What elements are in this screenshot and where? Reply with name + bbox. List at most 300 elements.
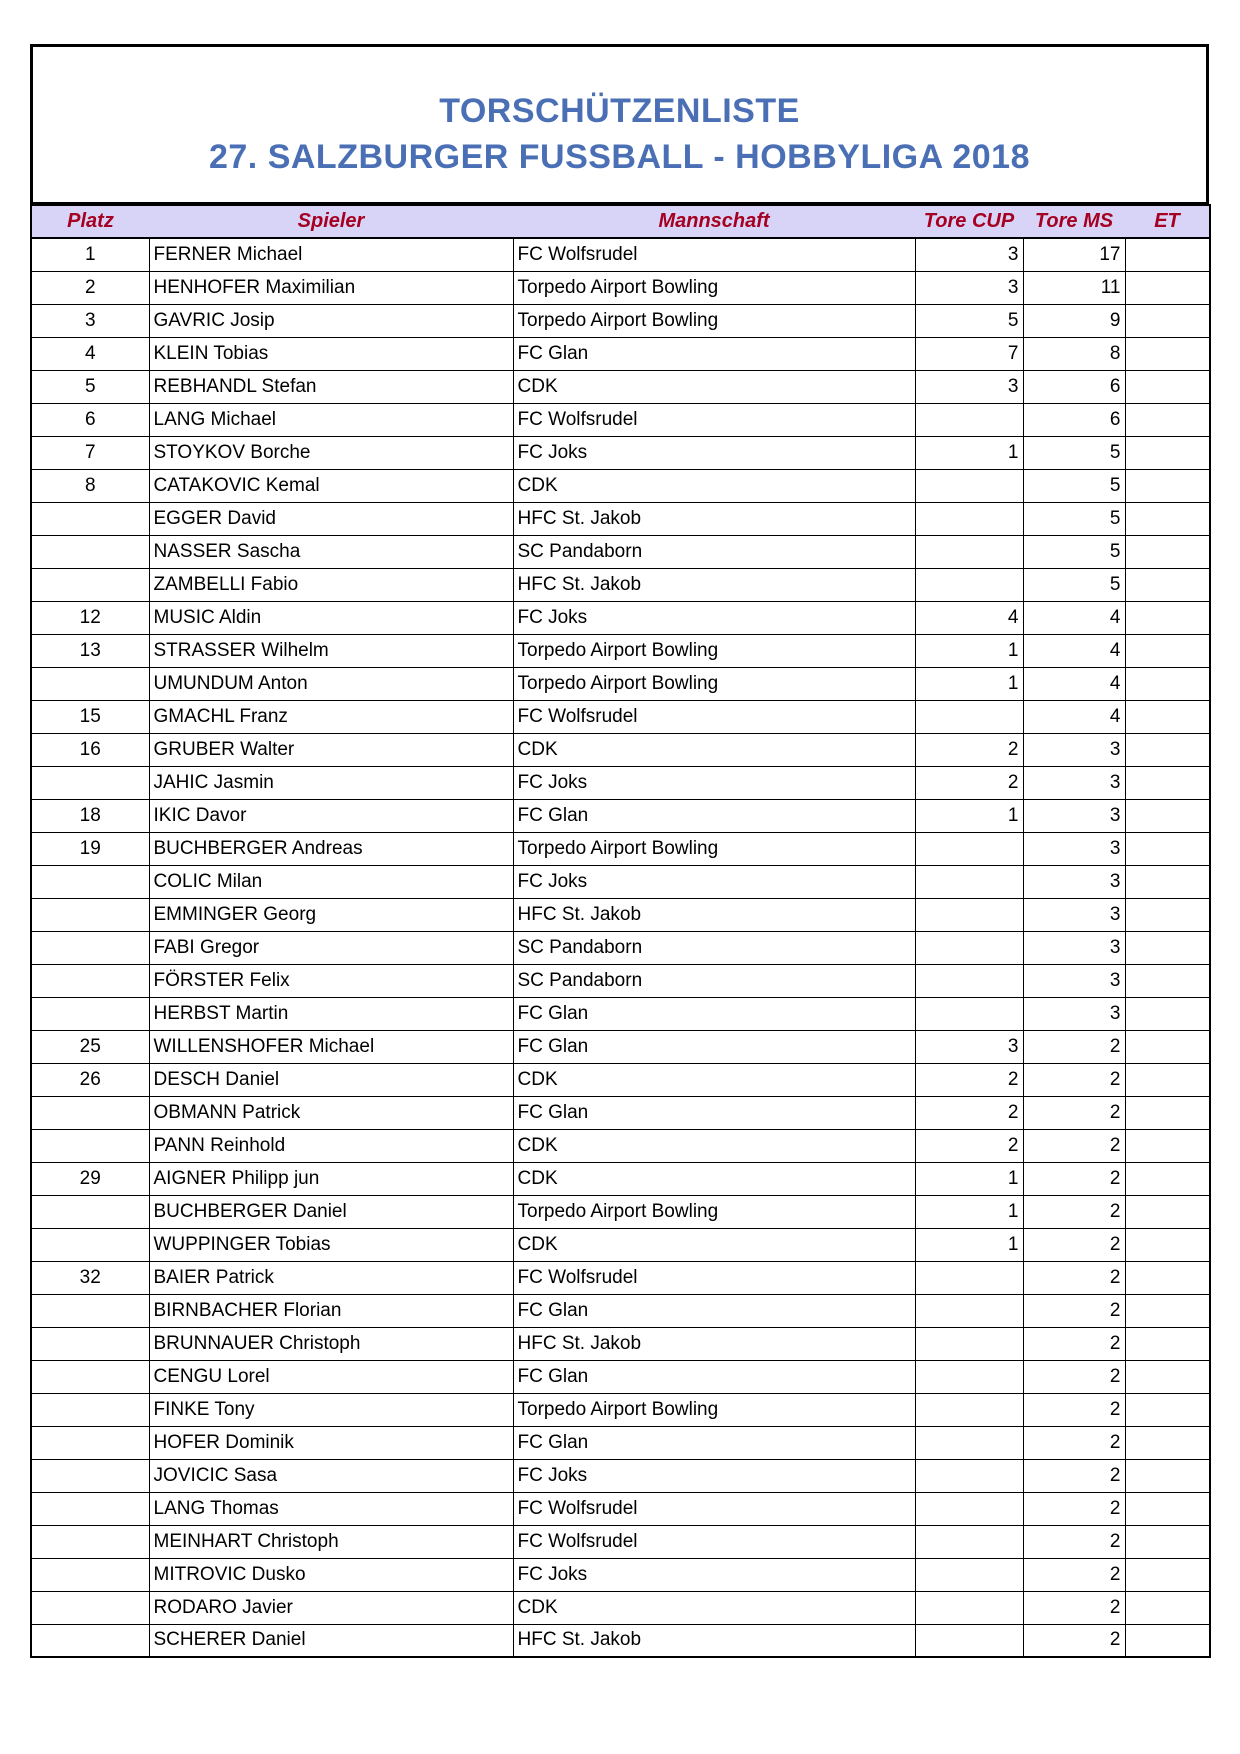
spieler-cell: SCHERER Daniel <box>149 1624 513 1657</box>
table-row <box>31 1492 1210 1525</box>
mannschaft-cell: Torpedo Airport Bowling <box>513 1393 915 1426</box>
et-cell <box>1125 733 1210 766</box>
table-row <box>31 1393 1210 1426</box>
et-cell <box>1125 1063 1210 1096</box>
table-row <box>31 1558 1210 1591</box>
tore-cup-cell: 2 <box>915 766 1023 799</box>
platz-cell <box>31 502 149 535</box>
platz-cell <box>31 1624 149 1657</box>
tore-ms-cell: 2 <box>1023 1393 1125 1426</box>
tore-cup-cell: 1 <box>915 1195 1023 1228</box>
mannschaft-cell: CDK <box>513 1162 915 1195</box>
spieler-cell: WILLENSHOFER Michael <box>149 1030 513 1063</box>
table-row <box>31 1624 1210 1657</box>
table-row <box>31 271 1210 304</box>
et-cell <box>1125 1624 1210 1657</box>
table-row <box>31 1426 1210 1459</box>
table-row <box>31 1195 1210 1228</box>
table-row <box>31 964 1210 997</box>
et-cell <box>1125 1426 1210 1459</box>
tore-cup-cell: 1 <box>915 436 1023 469</box>
et-cell <box>1125 634 1210 667</box>
column-header-tore-ms: Tore MS <box>1023 205 1125 238</box>
title-box <box>30 44 1209 204</box>
spieler-cell: DESCH Daniel <box>149 1063 513 1096</box>
table-row <box>31 700 1210 733</box>
spieler-cell: MEINHART Christoph <box>149 1525 513 1558</box>
et-cell <box>1125 568 1210 601</box>
table-row <box>31 1030 1210 1063</box>
table-row <box>31 634 1210 667</box>
tore-ms-cell: 2 <box>1023 1327 1125 1360</box>
mannschaft-cell: Torpedo Airport Bowling <box>513 667 915 700</box>
tore-ms-cell: 5 <box>1023 535 1125 568</box>
spieler-cell: BIRNBACHER Florian <box>149 1294 513 1327</box>
tore-cup-cell <box>915 931 1023 964</box>
tore-ms-cell: 3 <box>1023 799 1125 832</box>
et-cell <box>1125 667 1210 700</box>
mannschaft-cell: CDK <box>513 370 915 403</box>
platz-cell <box>31 1459 149 1492</box>
spieler-cell: WUPPINGER Tobias <box>149 1228 513 1261</box>
tore-cup-cell: 1 <box>915 799 1023 832</box>
et-cell <box>1125 403 1210 436</box>
document-subtitle: 27. SALZBURGER FUSSBALL - HOBBYLIGA 2018 <box>208 137 1030 176</box>
column-header-et: ET <box>1125 205 1210 238</box>
platz-cell: 5 <box>31 370 149 403</box>
et-cell <box>1125 238 1210 271</box>
tore-cup-cell: 3 <box>915 271 1023 304</box>
tore-cup-cell: 2 <box>915 1129 1023 1162</box>
et-cell <box>1125 601 1210 634</box>
et-cell <box>1125 1261 1210 1294</box>
spieler-cell: STRASSER Wilhelm <box>149 634 513 667</box>
tore-cup-cell <box>915 832 1023 865</box>
tore-cup-cell <box>915 1426 1023 1459</box>
et-cell <box>1125 1459 1210 1492</box>
tore-cup-cell: 3 <box>915 370 1023 403</box>
platz-cell <box>31 1294 149 1327</box>
platz-cell <box>31 1393 149 1426</box>
spieler-cell: PANN Reinhold <box>149 1129 513 1162</box>
tore-ms-cell: 3 <box>1023 931 1125 964</box>
spieler-cell: RODARO Javier <box>149 1591 513 1624</box>
mannschaft-cell: FC Joks <box>513 436 915 469</box>
mannschaft-cell: HFC St. Jakob <box>513 898 915 931</box>
spieler-cell: OBMANN Patrick <box>149 1096 513 1129</box>
et-cell <box>1125 1360 1210 1393</box>
mannschaft-cell: FC Joks <box>513 1558 915 1591</box>
tore-ms-cell: 5 <box>1023 469 1125 502</box>
table-row <box>31 403 1210 436</box>
tore-cup-cell: 3 <box>915 238 1023 271</box>
tore-ms-cell: 2 <box>1023 1294 1125 1327</box>
et-cell <box>1125 832 1210 865</box>
spieler-cell: MUSIC Aldin <box>149 601 513 634</box>
table-row <box>31 1063 1210 1096</box>
mannschaft-cell: Torpedo Airport Bowling <box>513 832 915 865</box>
spieler-cell: STOYKOV Borche <box>149 436 513 469</box>
platz-cell <box>31 568 149 601</box>
tore-ms-cell: 2 <box>1023 1195 1125 1228</box>
et-cell <box>1125 1030 1210 1063</box>
tore-ms-cell: 3 <box>1023 898 1125 931</box>
spieler-cell: COLIC Milan <box>149 865 513 898</box>
et-cell <box>1125 865 1210 898</box>
table-row <box>31 1129 1210 1162</box>
mannschaft-cell: Torpedo Airport Bowling <box>513 271 915 304</box>
platz-cell: 13 <box>31 634 149 667</box>
mannschaft-cell: HFC St. Jakob <box>513 1624 915 1657</box>
table-row <box>31 931 1210 964</box>
et-cell <box>1125 1228 1210 1261</box>
table-row <box>31 1525 1210 1558</box>
platz-cell: 1 <box>31 238 149 271</box>
table-row <box>31 535 1210 568</box>
et-cell <box>1125 1525 1210 1558</box>
scorer-table <box>30 204 1211 1658</box>
table-row <box>31 436 1210 469</box>
et-cell <box>1125 1393 1210 1426</box>
tore-cup-cell: 5 <box>915 304 1023 337</box>
tore-cup-cell: 2 <box>915 1096 1023 1129</box>
table-row <box>31 667 1210 700</box>
platz-cell: 26 <box>31 1063 149 1096</box>
tore-ms-cell: 2 <box>1023 1459 1125 1492</box>
platz-cell <box>31 1492 149 1525</box>
platz-cell <box>31 931 149 964</box>
et-cell <box>1125 337 1210 370</box>
table-header-row <box>31 205 1210 238</box>
platz-cell <box>31 1591 149 1624</box>
et-cell <box>1125 964 1210 997</box>
tore-ms-cell: 2 <box>1023 1261 1125 1294</box>
table-row <box>31 1591 1210 1624</box>
tore-cup-cell <box>915 1525 1023 1558</box>
et-cell <box>1125 1129 1210 1162</box>
mannschaft-cell: SC Pandaborn <box>513 535 915 568</box>
tore-ms-cell: 2 <box>1023 1426 1125 1459</box>
tore-cup-cell: 2 <box>915 733 1023 766</box>
platz-cell: 12 <box>31 601 149 634</box>
et-cell <box>1125 1294 1210 1327</box>
tore-ms-cell: 5 <box>1023 502 1125 535</box>
spieler-cell: BRUNNAUER Christoph <box>149 1327 513 1360</box>
table-row <box>31 865 1210 898</box>
platz-cell <box>31 1129 149 1162</box>
tore-ms-cell: 3 <box>1023 832 1125 865</box>
platz-cell <box>31 997 149 1030</box>
tore-ms-cell: 4 <box>1023 667 1125 700</box>
table-row <box>31 1162 1210 1195</box>
column-header-mannschaft: Mannschaft <box>513 205 915 238</box>
platz-cell <box>31 535 149 568</box>
tore-cup-cell <box>915 1360 1023 1393</box>
mannschaft-cell: CDK <box>513 1591 915 1624</box>
mannschaft-cell: FC Wolfsrudel <box>513 1525 915 1558</box>
mannschaft-cell: FC Glan <box>513 1030 915 1063</box>
table-row <box>31 1294 1210 1327</box>
tore-cup-cell: 7 <box>915 337 1023 370</box>
tore-cup-cell <box>915 1393 1023 1426</box>
tore-ms-cell: 2 <box>1023 1162 1125 1195</box>
platz-cell: 3 <box>31 304 149 337</box>
mannschaft-cell: FC Joks <box>513 1459 915 1492</box>
spieler-cell: BAIER Patrick <box>149 1261 513 1294</box>
platz-cell: 7 <box>31 436 149 469</box>
tore-ms-cell: 2 <box>1023 1228 1125 1261</box>
et-cell <box>1125 700 1210 733</box>
tore-ms-cell: 3 <box>1023 766 1125 799</box>
table-row <box>31 997 1210 1030</box>
mannschaft-cell: FC Joks <box>513 766 915 799</box>
spieler-cell: BUCHBERGER Andreas <box>149 832 513 865</box>
tore-cup-cell <box>915 502 1023 535</box>
tore-ms-cell: 6 <box>1023 403 1125 436</box>
platz-cell: 6 <box>31 403 149 436</box>
platz-cell <box>31 1525 149 1558</box>
platz-cell <box>31 667 149 700</box>
tore-cup-cell <box>915 1558 1023 1591</box>
table-row <box>31 337 1210 370</box>
et-cell <box>1125 271 1210 304</box>
tore-cup-cell <box>915 1261 1023 1294</box>
spieler-cell: HENHOFER Maximilian <box>149 271 513 304</box>
mannschaft-cell: FC Wolfsrudel <box>513 700 915 733</box>
et-cell <box>1125 535 1210 568</box>
tore-cup-cell <box>915 1459 1023 1492</box>
et-cell <box>1125 304 1210 337</box>
spieler-cell: CENGU Lorel <box>149 1360 513 1393</box>
tore-cup-cell <box>915 1624 1023 1657</box>
spieler-cell: LANG Michael <box>149 403 513 436</box>
et-cell <box>1125 469 1210 502</box>
tore-ms-cell: 8 <box>1023 337 1125 370</box>
mannschaft-cell: FC Glan <box>513 1294 915 1327</box>
platz-cell <box>31 766 149 799</box>
mannschaft-cell: CDK <box>513 1063 915 1096</box>
mannschaft-cell: Torpedo Airport Bowling <box>513 634 915 667</box>
platz-cell: 29 <box>31 1162 149 1195</box>
mannschaft-cell: SC Pandaborn <box>513 964 915 997</box>
mannschaft-cell: FC Wolfsrudel <box>513 1492 915 1525</box>
et-cell <box>1125 931 1210 964</box>
tore-cup-cell <box>915 535 1023 568</box>
tore-cup-cell <box>915 403 1023 436</box>
mannschaft-cell: CDK <box>513 469 915 502</box>
et-cell <box>1125 898 1210 931</box>
tore-cup-cell: 4 <box>915 601 1023 634</box>
tore-cup-cell: 1 <box>915 634 1023 667</box>
mannschaft-cell: FC Joks <box>513 865 915 898</box>
spieler-cell: FÖRSTER Felix <box>149 964 513 997</box>
table-row <box>31 799 1210 832</box>
column-header-spieler: Spieler <box>149 205 513 238</box>
mannschaft-cell: FC Glan <box>513 799 915 832</box>
et-cell <box>1125 799 1210 832</box>
platz-cell <box>31 1096 149 1129</box>
platz-cell: 15 <box>31 700 149 733</box>
tore-ms-cell: 2 <box>1023 1030 1125 1063</box>
spieler-cell: HOFER Dominik <box>149 1426 513 1459</box>
mannschaft-cell: FC Wolfsrudel <box>513 1261 915 1294</box>
spieler-cell: FERNER Michael <box>149 238 513 271</box>
table-row <box>31 1261 1210 1294</box>
tore-cup-cell: 1 <box>915 1228 1023 1261</box>
table-body <box>31 238 1210 1657</box>
mannschaft-cell: FC Glan <box>513 337 915 370</box>
tore-ms-cell: 2 <box>1023 1558 1125 1591</box>
table-row <box>31 832 1210 865</box>
tore-cup-cell <box>915 1294 1023 1327</box>
table-row <box>31 238 1210 271</box>
spieler-cell: GMACHL Franz <box>149 700 513 733</box>
mannschaft-cell: FC Glan <box>513 1426 915 1459</box>
platz-cell: 19 <box>31 832 149 865</box>
tore-ms-cell: 9 <box>1023 304 1125 337</box>
spieler-cell: BUCHBERGER Daniel <box>149 1195 513 1228</box>
score-sheet <box>30 44 1209 1658</box>
mannschaft-cell: HFC St. Jakob <box>513 1327 915 1360</box>
tore-ms-cell: 4 <box>1023 700 1125 733</box>
et-cell <box>1125 1096 1210 1129</box>
table-row <box>31 733 1210 766</box>
platz-cell <box>31 1558 149 1591</box>
spieler-cell: FINKE Tony <box>149 1393 513 1426</box>
spieler-cell: LANG Thomas <box>149 1492 513 1525</box>
spieler-cell: IKIC Davor <box>149 799 513 832</box>
platz-cell <box>31 1195 149 1228</box>
spieler-cell: EGGER David <box>149 502 513 535</box>
mannschaft-cell: SC Pandaborn <box>513 931 915 964</box>
tore-ms-cell: 5 <box>1023 436 1125 469</box>
spieler-cell: UMUNDUM Anton <box>149 667 513 700</box>
mannschaft-cell: CDK <box>513 1129 915 1162</box>
spieler-cell: KLEIN Tobias <box>149 337 513 370</box>
mannschaft-cell: FC Glan <box>513 997 915 1030</box>
tore-ms-cell: 4 <box>1023 601 1125 634</box>
tore-cup-cell <box>915 469 1023 502</box>
tore-cup-cell: 3 <box>915 1030 1023 1063</box>
tore-ms-cell: 3 <box>1023 733 1125 766</box>
tore-ms-cell: 2 <box>1023 1129 1125 1162</box>
et-cell <box>1125 1162 1210 1195</box>
spieler-cell: JOVICIC Sasa <box>149 1459 513 1492</box>
platz-cell <box>31 964 149 997</box>
platz-cell <box>31 1426 149 1459</box>
tore-cup-cell <box>915 700 1023 733</box>
platz-cell: 32 <box>31 1261 149 1294</box>
et-cell <box>1125 502 1210 535</box>
tore-ms-cell: 3 <box>1023 865 1125 898</box>
tore-ms-cell: 2 <box>1023 1360 1125 1393</box>
spieler-cell: NASSER Sascha <box>149 535 513 568</box>
mannschaft-cell: HFC St. Jakob <box>513 568 915 601</box>
et-cell <box>1125 997 1210 1030</box>
mannschaft-cell: FC Glan <box>513 1096 915 1129</box>
table-row <box>31 898 1210 931</box>
tore-cup-cell <box>915 964 1023 997</box>
table-row <box>31 370 1210 403</box>
table-row <box>31 766 1210 799</box>
tore-ms-cell: 2 <box>1023 1591 1125 1624</box>
platz-cell <box>31 1228 149 1261</box>
platz-cell: 25 <box>31 1030 149 1063</box>
tore-cup-cell <box>915 898 1023 931</box>
column-header-tore-cup: Tore CUP <box>915 205 1023 238</box>
tore-ms-cell: 3 <box>1023 964 1125 997</box>
platz-cell <box>31 898 149 931</box>
tore-ms-cell: 2 <box>1023 1063 1125 1096</box>
platz-cell <box>31 1327 149 1360</box>
tore-cup-cell: 1 <box>915 667 1023 700</box>
mannschaft-cell: Torpedo Airport Bowling <box>513 1195 915 1228</box>
table-row <box>31 568 1210 601</box>
table-row <box>31 304 1210 337</box>
table-row <box>31 1096 1210 1129</box>
table-row <box>31 502 1210 535</box>
platz-cell: 4 <box>31 337 149 370</box>
platz-cell: 16 <box>31 733 149 766</box>
tore-cup-cell <box>915 1492 1023 1525</box>
tore-ms-cell: 6 <box>1023 370 1125 403</box>
platz-cell <box>31 865 149 898</box>
et-cell <box>1125 1195 1210 1228</box>
mannschaft-cell: CDK <box>513 1228 915 1261</box>
spieler-cell: AIGNER Philipp jun <box>149 1162 513 1195</box>
tore-ms-cell: 11 <box>1023 271 1125 304</box>
mannschaft-cell: FC Glan <box>513 1360 915 1393</box>
tore-ms-cell: 2 <box>1023 1492 1125 1525</box>
tore-ms-cell: 2 <box>1023 1096 1125 1129</box>
et-cell <box>1125 1327 1210 1360</box>
tore-cup-cell <box>915 997 1023 1030</box>
column-header-platz: Platz <box>31 205 149 238</box>
tore-cup-cell <box>915 1327 1023 1360</box>
spieler-cell: JAHIC Jasmin <box>149 766 513 799</box>
platz-cell: 18 <box>31 799 149 832</box>
spieler-cell: ZAMBELLI Fabio <box>149 568 513 601</box>
tore-cup-cell: 2 <box>915 1063 1023 1096</box>
tore-cup-cell <box>915 865 1023 898</box>
mannschaft-cell: HFC St. Jakob <box>513 502 915 535</box>
et-cell <box>1125 1492 1210 1525</box>
table-row <box>31 1459 1210 1492</box>
table-row <box>31 601 1210 634</box>
spieler-cell: GAVRIC Josip <box>149 304 513 337</box>
tore-ms-cell: 2 <box>1023 1624 1125 1657</box>
spieler-cell: REBHANDL Stefan <box>149 370 513 403</box>
table-row <box>31 1327 1210 1360</box>
platz-cell <box>31 1360 149 1393</box>
et-cell <box>1125 1558 1210 1591</box>
tore-cup-cell <box>915 568 1023 601</box>
table-row <box>31 1228 1210 1261</box>
spieler-cell: CATAKOVIC Kemal <box>149 469 513 502</box>
tore-ms-cell: 4 <box>1023 634 1125 667</box>
document-title: TORSCHÜTZENLISTE <box>439 91 800 130</box>
platz-cell: 2 <box>31 271 149 304</box>
spieler-cell: HERBST Martin <box>149 997 513 1030</box>
et-cell <box>1125 370 1210 403</box>
mannschaft-cell: CDK <box>513 733 915 766</box>
spieler-cell: FABI Gregor <box>149 931 513 964</box>
tore-ms-cell: 3 <box>1023 997 1125 1030</box>
et-cell <box>1125 436 1210 469</box>
spieler-cell: MITROVIC Dusko <box>149 1558 513 1591</box>
tore-ms-cell: 17 <box>1023 238 1125 271</box>
table-row <box>31 469 1210 502</box>
